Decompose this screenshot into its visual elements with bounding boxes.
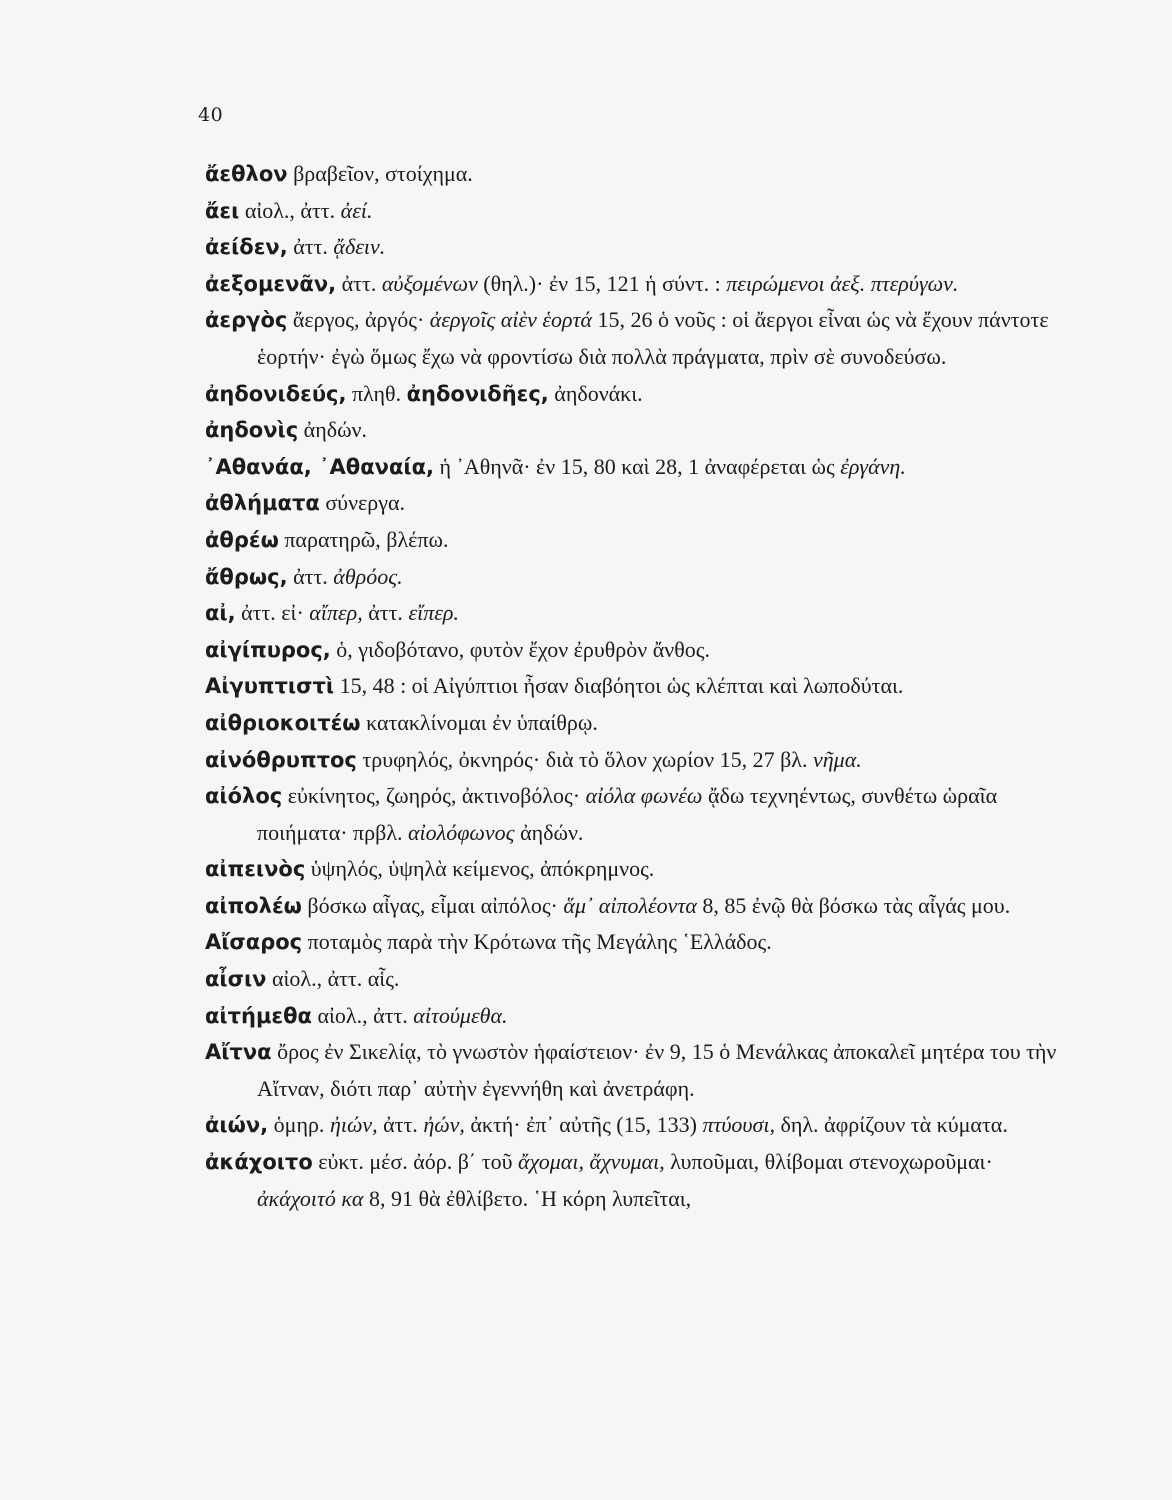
entry-italic-text: αὐξομένων [381,270,478,296]
entry-text: εὐκτ. μέσ. ἀόρ. β΄ τοῦ [312,1149,518,1175]
entry-text: ἀκτή· ἐπ᾿ αὐτῆς (15, 133) [464,1112,703,1138]
dictionary-entry [205,888,1065,925]
entry-headword: ἀκάχοιτο [205,1150,313,1175]
entry-italic-text: ἀεργοῖς αἰὲν ἑορτά [429,307,593,333]
entry-text: ἀηδών. [514,819,584,845]
entry-headword: ἀθλήματα [205,491,320,516]
entry-headword: αἰτήμεθα [205,1003,312,1028]
entry-italic-text: ἐργάνη. [840,453,906,479]
entry-text: αἰολ., ἀττ. [239,197,341,223]
entry-text: ᾄδω τεχνηέντως, συνθέτω ὡραῖα ποιήματα· πρβλ. [257,783,998,845]
entry-headword: ἀιών, [205,1113,269,1138]
dictionary-entry [205,559,1065,596]
entry-text: ἀηδών. [298,417,367,443]
entry-italic-text: ἀεί. [340,197,373,223]
dictionary-entry [205,193,1065,230]
entry-italic-text: ἠών, [423,1112,465,1138]
dictionary-entry [205,851,1065,888]
entry-text: αἰολ., ἀττ. αἷς. [266,966,400,992]
dictionary-entry [205,229,1065,266]
entry-italic-text: ᾄδειν. [333,234,386,260]
entry-text: ἀττ. [287,563,334,589]
entry-text: ἀττ. [336,270,382,296]
entry-headword: Αἴτνα [205,1040,272,1065]
dictionary-entry [205,778,1065,851]
entry-text: ἀττ. εἰ· [235,600,310,626]
entry-headword: ᾿Αθανάα, ᾿Αθαναία, [205,454,434,479]
dictionary-entry [205,1144,1065,1217]
entry-text: ἀηδονάκι. [548,380,643,406]
entry-headword: αἰνόθρυπτος [205,747,357,772]
entry-italic-text: ἅμ᾿ αἰπολέοντα [563,892,697,918]
entry-list [205,156,1065,1217]
entry-headword: αἰπεινὸς [205,857,306,882]
dictionary-entry [205,595,1065,632]
entry-italic-text: αἰτούμεθα. [413,1002,508,1028]
entry-headword: αἰ, [205,601,236,626]
entry-text: 15, 48 : οἱ Αἰγύπτιοι ἦσαν διαβόητοι ὡς κλέπται καὶ λωποδύται. [334,673,904,699]
dictionary-entry [205,742,1065,779]
dictionary-entry [205,376,1065,413]
entry-headword: Αἴσαρος [205,930,303,955]
entry-text: κατακλίνομαι ἐν ὑπαίθρῳ. [360,709,598,735]
entry-italic-text: πτύουσι, [702,1112,775,1138]
entry-italic-text: αἰολόφωνος [408,819,515,845]
dictionary-entry [205,924,1065,961]
dictionary-entry [205,632,1065,669]
dictionary-entry [205,449,1065,486]
entry-italic-text: αἰόλα φωνέω [585,783,703,809]
entry-text: βόσκω αἶγας, εἶμαι αἰπόλος· [301,892,564,918]
entry-headword: ἀηδονιδεύς, [205,381,347,406]
entry-headword: αἰθριοκοιτέω [205,710,361,735]
entry-headword: ἀηδονιδῆες, [406,381,549,406]
entry-text: (θηλ.)· ἐν 15, 121 ἡ σύντ. : [477,270,727,296]
entry-headword: αἰγίπυρος, [205,637,331,662]
entry-text: σύνεργα. [319,490,405,516]
entry-text: ἀττ. [362,600,409,626]
entry-italic-text: εἴπερ. [408,600,459,626]
entry-text: ὁμηρ. [268,1112,330,1138]
entry-text: παρατηρῶ, βλέπω. [278,526,449,552]
entry-text: 8, 91 θὰ ἐθλίβετο. ῾Η κόρη λυπεῖται, [363,1185,692,1211]
entry-italic-text: αἴπερ, [309,600,363,626]
entry-headword: αἰόλος [205,784,283,809]
dictionary-entry [205,522,1065,559]
entry-text: εὐκίνητος, ζωηρός, ἀκτινοβόλος· [282,783,586,809]
dictionary-entry [205,302,1065,375]
entry-italic-text: ἀθρόος. [333,563,403,589]
entry-text: ἡ ᾿Αθηνᾶ· ἐν 15, 80 καὶ 28, 1 ἀναφέρεται ὡς [433,453,841,479]
entry-headword: ἀηδονὶς [205,418,299,443]
entry-italic-text: ἄχομαι, ἄχνυμαι, [517,1149,665,1175]
entry-headword: ἀεργὸς [205,308,288,333]
entry-text: πληθ. [346,380,407,406]
entry-text: δηλ. ἀφρίζουν τὰ κύματα. [775,1112,1008,1138]
entry-headword: ἀεξομενᾶν, [205,271,337,296]
dictionary-entry [205,485,1065,522]
dictionary-entry [205,961,1065,998]
entry-text: λυποῦμαι, θλίβομαι στενοχωροῦμαι· [664,1149,993,1175]
entry-text: ἀττ. [377,1112,424,1138]
entry-text: βραβεῖον, στοίχημα. [287,161,473,186]
dictionary-entry [205,1107,1065,1144]
entry-headword: ἄθρως, [205,564,288,589]
entry-text: 15, 26 ὁ νοῦς : οἱ ἄεργοι εἶναι ὡς νὰ ἔχουν πάντοτε ἑορτήν· ἐγὼ ὅμως ἔχω νὰ φροντίσω διὰ πολλὰ πράγματα, πρὶν σὲ συνοδεύσω. [257,307,1049,369]
entry-headword: αἰπολέω [205,893,302,918]
entry-text: ὄρος ἐν Σικελίᾳ, τὸ γνωστὸν ἡφαίστειον· ἐν 9, 15 ὁ Μενάλκας ἀποκαλεῖ μητέρα του τὴν Αἴτναν, διότι παρ᾿ αὐτὴν ἐγεννήθη καὶ ἀνετράφη. [257,1039,1057,1101]
dictionary-entry [205,998,1065,1035]
dictionary-entry [205,156,1065,193]
dictionary-entry [205,1034,1065,1107]
entry-text: 8, 85 ἐνῷ θὰ βόσκω τὰς αἶγάς μου. [696,892,1011,918]
entry-italic-text: νῆμα. [812,746,862,772]
entry-text: ὁ, γιδοβότανο, φυτὸν ἔχον ἐρυθρὸν ἄνθος. [330,636,710,662]
entry-headword: ἄεθλον [205,162,288,186]
entry-italic-text: ἠιών, [329,1112,378,1138]
entry-text: ποταμὸς παρὰ τὴν Κρότωνα τῆς Μεγάλης ῾Ελλάδος. [302,929,772,955]
entry-headword: Αἰγυπτιστὶ [205,674,335,699]
entry-text: ἀττ. [287,234,334,260]
entry-headword: ἀείδεν, [205,235,288,260]
entry-headword: ἀθρέω [205,527,279,552]
entry-text: τρυφηλός, ὀκνηρός· διὰ τὸ ὅλον χωρίον 15, 27 βλ. [356,746,813,772]
entry-italic-text: ἀκάχοιτό κα [257,1185,364,1211]
entry-text: αἰολ., ἀττ. [311,1002,414,1028]
entry-text: ἄεργος, ἀργός· [287,307,430,333]
entry-italic-text: πειρώμενοι ἀεξ. πτερύγων. [726,270,959,296]
entry-headword: αἶσιν [205,967,267,992]
dictionary-entry [205,412,1065,449]
entry-text: ὑψηλός, ὑψηλὰ κείμενος, ἀπόκρημνος. [305,856,655,882]
dictionary-entry [205,266,1065,303]
entry-headword: ἄει [205,198,240,223]
page-number: 40 [198,104,224,126]
dictionary-entry [205,705,1065,742]
dictionary-entry [205,668,1065,705]
